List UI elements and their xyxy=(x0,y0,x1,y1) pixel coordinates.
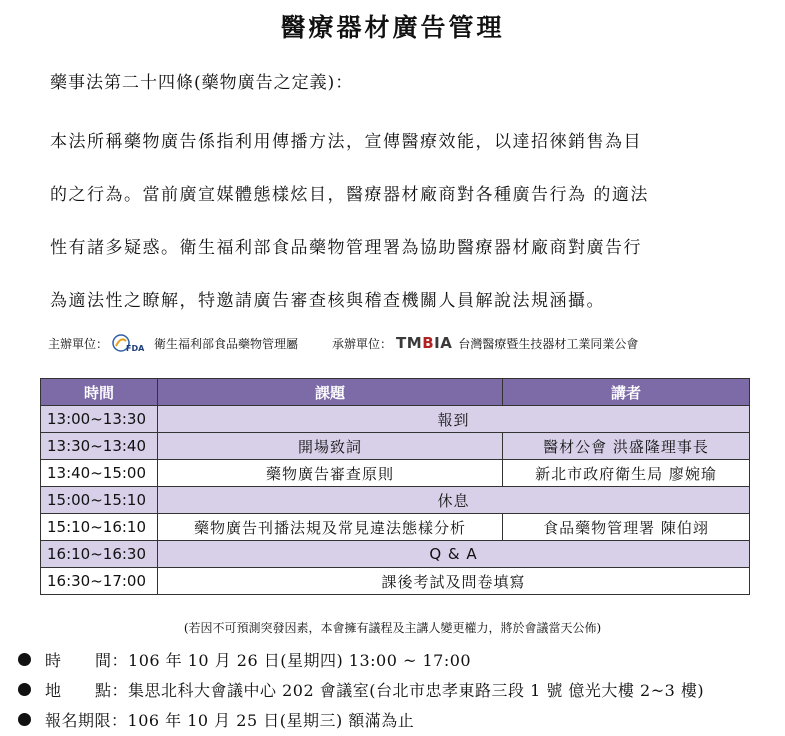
table-row xyxy=(41,460,750,487)
tmbia-logo-icon xyxy=(396,334,452,352)
info-label: 報名期限： xyxy=(45,711,128,730)
info-value: 集思北科大會議中心 202 會議室(台北市忠孝東路三段 1 號 億光大樓 2~3 樓) xyxy=(128,681,705,700)
bullet-icon xyxy=(18,683,31,696)
row-topic: Q & A xyxy=(158,541,750,568)
header-time: 時間 xyxy=(41,379,158,406)
host-label: 主辦單位： xyxy=(48,336,109,351)
fda-logo-text: FDA xyxy=(126,344,145,353)
co-organizer-name: 台灣醫療暨生技器材工業同業公會 xyxy=(458,336,639,351)
header-topic: 課題 xyxy=(158,379,503,406)
fda-logo-graphic xyxy=(112,332,148,354)
row-time: 13:40~15:00 xyxy=(41,460,158,487)
row-topic: 藥物廣告刊播法規及常見違法態樣分析 xyxy=(158,514,503,541)
table-row xyxy=(41,568,750,595)
schedule-table xyxy=(40,378,750,595)
law-heading: 藥事法第二十四條(藥物廣告之定義)： xyxy=(50,73,354,93)
paragraph-line: 性有諸多疑惑。衛生福利部食品藥物管理署為協助醫療器材廠商對廣告行 xyxy=(50,238,642,258)
info-time xyxy=(18,648,471,671)
row-time: 13:30~13:40 xyxy=(41,433,158,460)
tmbia-logo-part: TM xyxy=(396,334,423,352)
table-row xyxy=(41,406,750,433)
bullet-icon xyxy=(18,713,31,726)
organizers-row xyxy=(48,330,758,356)
row-time: 15:00~15:10 xyxy=(41,487,158,514)
co-organizer-label: 承辦單位： xyxy=(332,336,393,351)
row-topic: 休息 xyxy=(158,487,750,514)
row-topic: 報到 xyxy=(158,406,750,433)
row-speaker: 醫材公會 洪盛隆理事長 xyxy=(503,433,750,460)
paragraph-line: 為適法性之瞭解，特邀請廣告審查核與稽查機關人員解說法規涵攝。 xyxy=(50,291,605,311)
page-title: 醫療器材廣告管理 xyxy=(280,13,505,42)
table-row xyxy=(41,433,750,460)
fda-logo-icon xyxy=(112,332,148,354)
bullet-icon xyxy=(18,653,31,666)
row-topic: 藥物廣告審查原則 xyxy=(158,460,503,487)
row-time: 15:10~16:10 xyxy=(41,514,158,541)
table-row xyxy=(41,514,750,541)
row-topic: 課後考試及問卷填寫 xyxy=(158,568,750,595)
row-time: 13:00~13:30 xyxy=(41,406,158,433)
info-value: 106 年 10 月 25 日(星期三) 額滿為止 xyxy=(127,711,415,730)
info-deadline xyxy=(18,708,414,731)
row-speaker: 食品藥物管理署 陳伯翊 xyxy=(503,514,750,541)
host-name: 衛生福利部食品藥物管理屬 xyxy=(154,336,299,351)
info-label: 時 間： xyxy=(45,651,129,670)
tmbia-logo-part: IA xyxy=(434,334,453,352)
table-row xyxy=(41,541,750,568)
intro-paragraph xyxy=(50,116,750,328)
header-speaker: 講者 xyxy=(503,379,750,406)
info-place xyxy=(18,678,704,701)
row-speaker: 新北市政府衛生局 廖婉瑜 xyxy=(503,460,750,487)
row-time: 16:10~16:30 xyxy=(41,541,158,568)
disclaimer-note: (若因不可預測突發因素，本會擁有議程及主講人變更權力，將於會議當天公佈) xyxy=(183,621,602,635)
info-value: 106 年 10 月 26 日(星期四) 13:00 ~ 17:00 xyxy=(128,651,472,670)
table-row xyxy=(41,487,750,514)
info-label: 地 點： xyxy=(45,681,129,700)
row-topic: 開場致詞 xyxy=(158,433,503,460)
paragraph-line: 的之行為。當前廣宣媒體態樣炫目，醫療器材廠商對各種廣告行為 的適法 xyxy=(50,185,649,205)
table-header-row xyxy=(41,379,750,406)
tmbia-logo-part: B xyxy=(422,334,435,352)
row-time: 16:30~17:00 xyxy=(41,568,158,595)
paragraph-line: 本法所稱藥物廣告係指利用傳播方法，宣傳醫療效能，以達招徠銷售為目 xyxy=(50,132,642,152)
